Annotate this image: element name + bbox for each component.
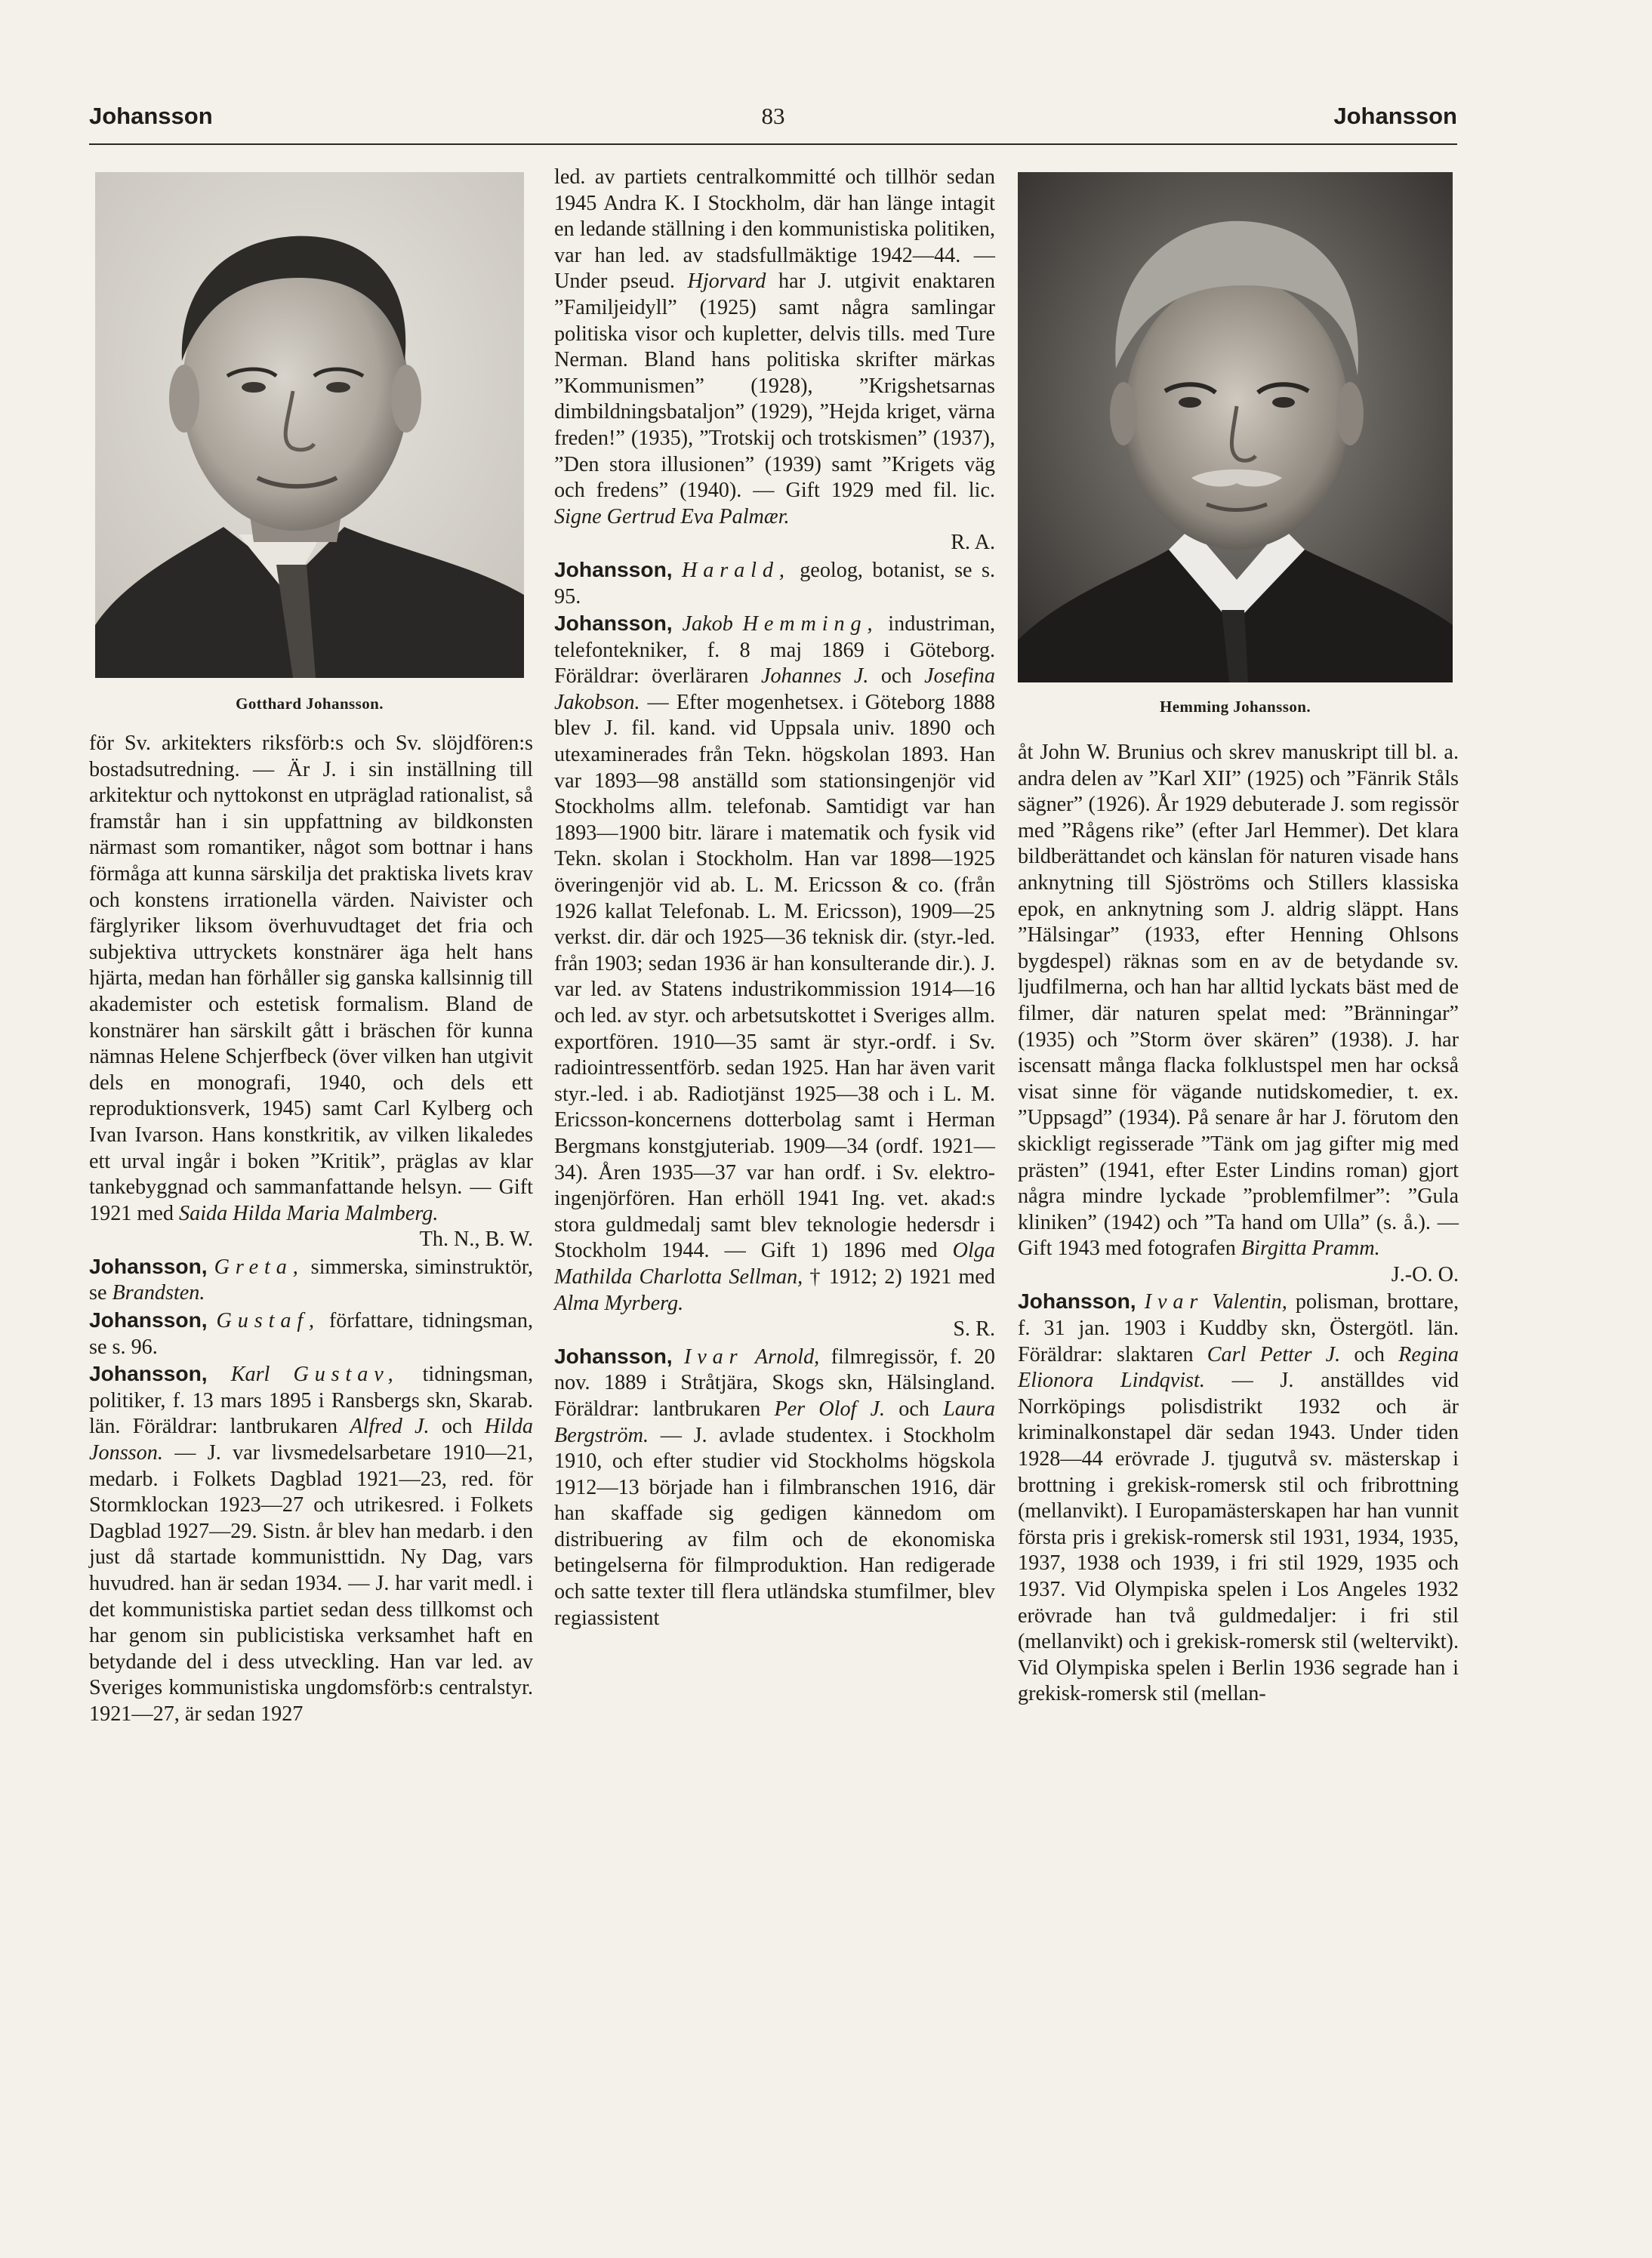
ivar-signature: J.-O. O. [1391, 1262, 1459, 1286]
portrait-hemming-johansson [1018, 172, 1453, 682]
given-name: Harald, [682, 558, 791, 582]
running-head-left: Johansson [89, 103, 213, 129]
given-name: Jakob [682, 612, 733, 636]
portrait-gotthard-johansson [95, 172, 524, 678]
entry-text: och [868, 664, 925, 688]
given-name: Ivar [683, 1345, 744, 1369]
entry-gustaf-johansson [89, 1307, 533, 1360]
cross-reference: Brandsten. [112, 1281, 205, 1305]
entry-text: industriman, telefontekniker, f. 8 maj 1869 i Göteborg. Föräldrar: överläraren [554, 612, 996, 688]
entry-text: — J. avlade studentex. i Stockholm 1910, och efter studier vid Stockholms högskola 1912—13 började han i filmbranschen 1916, där han skaffade sig gedigen kännedom om distribuering av film och de ekonomiska betingelserna för filmproduktion. Han redigerade och satte texter till flera utländska stumfilmer, blev regiassistent [554, 1423, 995, 1630]
entry-text: och [429, 1415, 485, 1439]
entry-text: — J. anställdes vid Norrköpings polisdistrikt 1932 och är kriminalkonstapel där sedan 1943. Under tiden 1928—44 erövrade J. tjugutvå sv. mästerskap i brottning i grekisk-romersk stil och fribrottning (mellanvikt). I Europamästerskapen har han vunnit första pris i grekisk-romersk stil 1931, 1934, 1935, 1937, 1938 och 1939, i fri stil 1929, 1935 och 1937. Vid Olympiska spelen i Los Angeles 1932 erövrade han två guldmedaljer: i fri stil (mellanvikt) och i grekisk-romersk stil (weltervikt). Vid Olympiska spelen i Berlin 1936 segrade han i grekisk-romersk stil (mellan- [1018, 1369, 1459, 1706]
entry-text: har J. utgivit enaktaren ”Familjeidyll” (1925) samt några samlingar politiska visor och kupletter, delvis tills. med Ture Nerman. Bland hans politiska skrifter märkas ”Kommunismen” (1928), ”Krigshetsarnas dimbildningsbataljon” (1929), ”Hejda kriget, värna freden!” (1935), ”Trotskij och trotskismen” (1937), ”Den stora illusionen” (1939) samt ”Krigets väg och fredens” (1940). — Gift 1929 med fil. lic. [554, 270, 995, 503]
given-name-italic: Valentin, [1212, 1290, 1287, 1314]
entry-harald-johansson [554, 556, 995, 610]
karl-signature: R. A. [951, 531, 995, 555]
given-name-spaced: Hemming, [742, 612, 879, 636]
headword: Johansson, [1018, 1289, 1136, 1314]
entry-text: — J. var livsmedelsarbetare 1910—21, medarb. i Folkets Dagblad 1921—23, red. för Stormklockan 1923—27 och utrikesred. i Folkets Dagblad 1927—29. Sistn. år blev han medarb. i den just då startade kommunisttidn. Ny Dag, vars huvudred. han är sedan 1934. — J. har varit medl. i det kommunistiska partiet sedan dess tillkomst och har genom sin publicistiska verksamhet haft en betydande del i dess utveckling. Han var led. av Sveriges kommunistiska ungdomsförb:s centralstyr. 1921—27, är sedan 1927 [89, 1441, 533, 1726]
parent-name: Alfred J. [350, 1415, 430, 1439]
gotthard-signature: Th. N., B. W. [419, 1228, 533, 1252]
running-head [89, 103, 1457, 139]
text-column-2 [554, 165, 995, 1631]
entry-text: författare, tidningsman, se s. 96. [89, 1309, 533, 1359]
portrait-caption-right: Hemming Johansson. [1159, 698, 1311, 716]
parent-name: Carl Petter J. [1207, 1342, 1341, 1366]
entry-text: † 1912; 2) 1921 med [803, 1265, 995, 1289]
header-rule [89, 143, 1457, 145]
headword: Johansson, [554, 611, 673, 636]
entry-text: — Efter mogenhetsex. i Göteborg 1888 blev J. fil. kand. vid Uppsala univ. 1890 och utexaminerades från Tekn. högskolan 1893. Han var 1893—98 anställd som stationsingenjör vid Stockholms allm. telefonab. Samtidigt var han 1893—1900 bitr. lärare i matematik och fysik vid Tekn. skolan i Stockholm. Han var 1898—1925 överingenjör vid ab. L. M. Ericsson & co. (från 1926 kallat Telefonab. L. M. Ericsson), 1909—25 verkst. dir. där och 1925—36 teknisk dir. (styr.-led. från 1903; sedan 1936 är han konsulterande dir.). J. var led. av Statens industrikommission 1914—16 och led. av styr. och arbetsutskottet i Sveriges allm. exportfören. 1910—35 samt är styr.-ordf. i Sv. radiointressentförb. sedan 1925. Han har även varit styr.-led. i ab. Radiotjänst 1925—38 och i L. M. Ericsson-koncernens dotterbolag samt i Herman Bergmans konstgjuteriab. 1909—34 (ordf. 1921—34). Åren 1935—37 var han ordf. i Sv. elektro-ingenjörfören. Han erhöll 1941 Ing. vet. akad:s stora guldmedalj samt blev teknologie hedersdr i Stockholm 1944. — Gift 1) 1896 med [554, 690, 995, 1263]
entry-text: led. av partiets centralkommitté och tillhör sedan 1945 Andra K. I Stockholm, där han länge intagit en ledande ställning i den kommunistiska politiken, var han led. av stadsfullmäktige 1942—44. — Under pseud. [554, 165, 995, 294]
ivar-entry-continuation [1018, 740, 1459, 1288]
headword: Johansson, [89, 1253, 208, 1278]
parent-name: Josefina Jakobson. [554, 664, 995, 714]
headword: Johansson, [554, 556, 673, 581]
spouse-name: Birgitta Pramm. [1241, 1237, 1380, 1261]
entry-text: filmregissör, f. 20 nov. 1889 i Stråtjära, Skogs skn, Hälsingland. Föräldrar: lantbrukaren [554, 1345, 996, 1421]
entry-karl-gustav-johansson [89, 1360, 533, 1727]
entry-text: och [1340, 1342, 1399, 1366]
entry-text: polisman, brottare, f. 31 jan. 1903 i Kuddby skn, Östergötl. län. Föräldrar: slaktaren [1018, 1290, 1459, 1366]
gotthard-entry-continuation [89, 731, 533, 1253]
entry-text: och [885, 1397, 944, 1421]
pseudonym: Hjorvard [687, 270, 766, 294]
given-name: Ivar [1144, 1290, 1204, 1314]
spouse-name: Olga Mathilda Charlotta Sellman, [554, 1239, 995, 1289]
karl-entry-continuation [554, 165, 995, 556]
running-head-right: Johansson [1333, 103, 1457, 129]
entry-text: tidningsman, politiker, f. 13 mars 1895 i Ransbergs skn, Skarab. län. Föräldrar: lantbrukaren [89, 1363, 533, 1439]
text-column-3 [1018, 740, 1459, 1708]
entry-ivar-valentin-johansson [1018, 1288, 1459, 1708]
page-number: 83 [761, 103, 785, 129]
entry-jakob-hemming-johansson [554, 610, 995, 1343]
given-name-italic: Arnold, [754, 1345, 820, 1369]
given-name: Karl [230, 1363, 270, 1387]
entry-ivar-arnold-johansson [554, 1343, 995, 1632]
gotthard-body-text: för Sv. arkitekters riksförb:s och Sv. slöjdfören:s bostadsutredning. — Är J. i sin inställning till arkitektur och nyttokonst en utpräglad rationalist, så framstår han i sin uppfattning av bildkonsten närmast som romantiker, något som bottnar i hans förmåga att kunna särskilja det praktiska livets krav och konstens irrationella värden. Naivister och färglyriker liksom överhuvudtaget det fria och subjektiva uttryckets konstnärer äga helt hans hjärta, medan han förhåller sig ganska kallsinnig till akademister och estetisk formalism. Bland de konstnärer han särskilt gått i bräschen för kunna nämnas Helene Schjerfbeck (över vilken han utgivit dels en monografi, 1940, och dels ett reproduktionsverk, 1945) samt Carl Kylberg och Ivan Ivarson. Hans konstkritik, av vilken likaledes ett urval ingår i boken ”Kritik”, präglas av klar tankebyggnad och sammanfattande helsyn. — Gift 1921 med [89, 732, 533, 1225]
text-column-1 [89, 731, 533, 1728]
parent-name: Per Olof J. [774, 1397, 886, 1421]
spouse-name: Signe Gertrud Eva Palmær. [554, 504, 790, 528]
gotthard-spouse: Saida Hilda Maria Malmberg. [179, 1201, 439, 1225]
given-name-spaced: Gustav, [293, 1363, 399, 1387]
headword: Johansson, [554, 1343, 673, 1368]
entry-text: simmerska, siminstruktör, se [89, 1255, 533, 1305]
entry-text: åt John W. Brunius och skrev manuskript till bl. a. andra delen av ”Karl XII” (1925) och ”Fänrik Ståls sägner” (1926). År 1929 debuterade J. som regissör med ”Rågens rike” (efter Jarl Hemmer). Det klara bildberättandet och känslan för naturen visade hans anknytning till Sjöströms och Stillers klassiska epok, en anknytning som J. aldrig släppt. Hans ”Hälsingar” (1933, efter Henning Ohlsons bygdespel) räknas som en av de betydande sv. ljudfilmerna, och han har alltid lyckats bäst med de filmer, där naturen spelat med: ”Bränningar” (1935) och ”Storm över skären” (1938). J. har iscensatt många flacka folklustspel men har också visat sinne för vägande nutidskomedier, t. ex. ”Uppsagd” (1934). På senare år har J. förutom den skickligt regisserade ”Tänk om jag gifter mig med prästen” (1941, efter Ester Lindins roman) gjort några mindre lyckade ”problemfilmer”: ”Gula kliniken” (1942) och ”Ta hand om Ulla” (s. å.). — Gift 1943 med fotografen [1018, 741, 1459, 1261]
parent-name: Regina Elionora Lindqvist. [1018, 1342, 1459, 1393]
entry-greta-johansson [89, 1253, 533, 1307]
portrait-caption-left: Gotthard Johansson. [236, 695, 384, 713]
spouse-name: Alma Myrberg. [554, 1291, 684, 1315]
given-name: Gustaf, [216, 1309, 320, 1333]
parent-name: Johannes J. [760, 664, 869, 688]
headword: Johansson, [89, 1361, 208, 1386]
headword: Johansson, [89, 1308, 208, 1332]
entry-text: geolog, botanist, se s. 95. [554, 558, 995, 608]
given-name: Greta, [214, 1255, 304, 1279]
jakob-signature: S. R. [953, 1317, 995, 1342]
parent-name: Hilda Jonsson. [89, 1415, 534, 1465]
parent-name: Laura Bergström. [554, 1397, 996, 1447]
